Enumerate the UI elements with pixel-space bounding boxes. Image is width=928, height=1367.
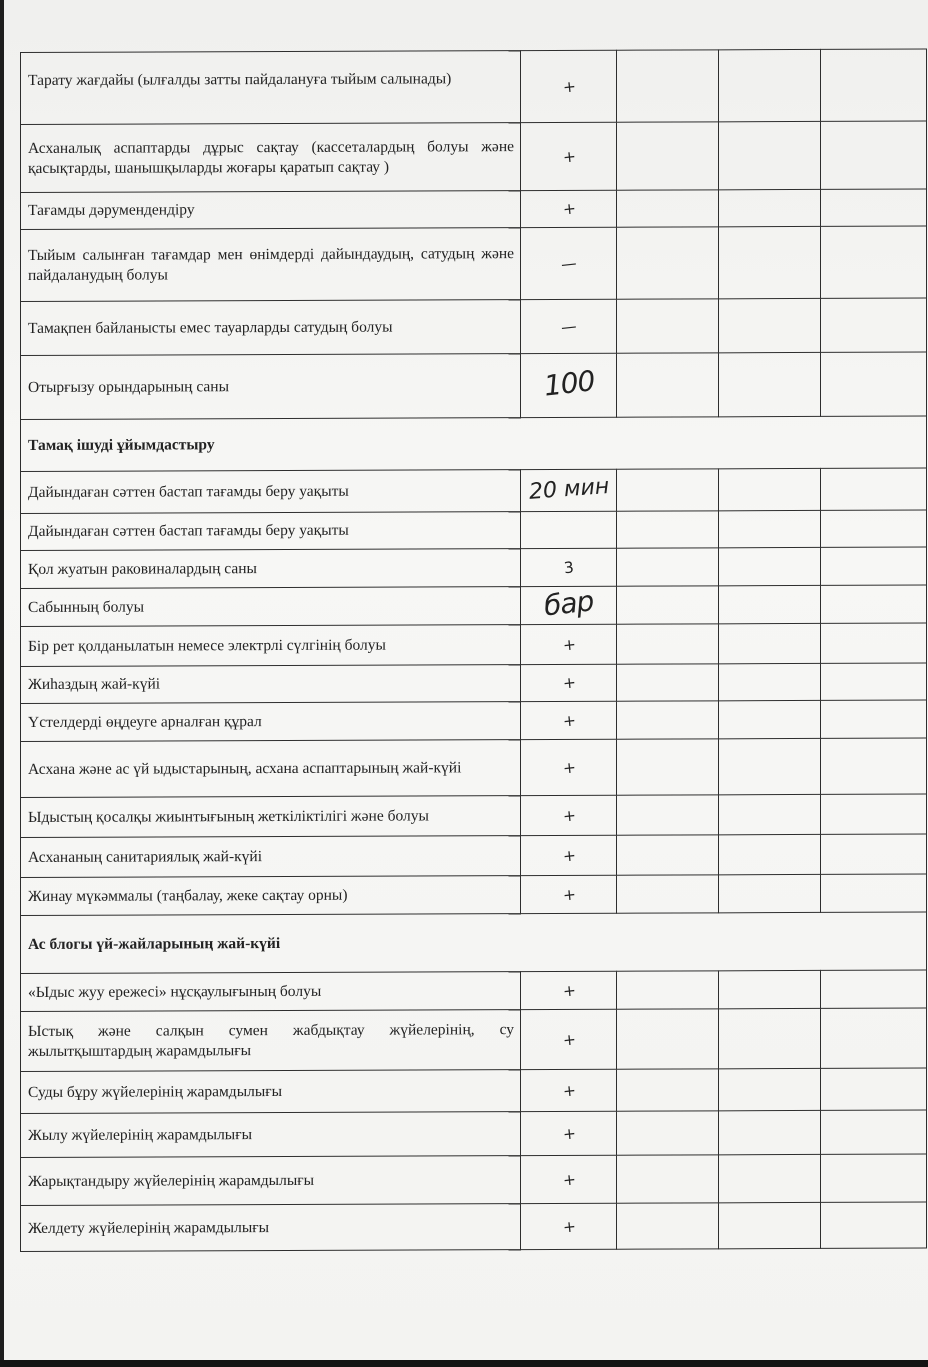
handwritten-mark: + [561,1080,577,1101]
empty-cell [719,1202,821,1248]
screen-bottom-edge [0,1360,928,1367]
criterion-label: Тағамды дәрумендендіру [21,191,521,230]
checklist-row [21,1154,927,1205]
checklist-row [21,970,927,1011]
checklist-row [21,352,927,419]
criterion-label: Жылу жүйелерінің жарамдылығы [21,1112,521,1158]
empty-cell [821,700,927,738]
handwritten-mark-cell [521,875,617,913]
empty-cell [821,1110,927,1154]
empty-cell [821,663,927,700]
criterion-label: «Ыдыс жуу ережесі» нұсқаулығының болуы [21,972,521,1012]
handwritten-mark: + [561,710,577,731]
handwritten-mark-cell [521,122,617,190]
empty-cell [719,1110,821,1154]
empty-cell [821,1202,927,1248]
handwritten-mark-cell [521,353,617,417]
empty-cell [821,834,927,874]
criterion-label: Дайындаған сәттен бастап тағамды беру уақыты [21,470,521,514]
empty-cell [821,121,927,189]
empty-cell [617,1155,719,1203]
handwritten-mark-cell [521,190,617,227]
handwritten-mark-cell [521,835,617,875]
empty-cell [719,121,821,189]
empty-cell [617,227,719,299]
empty-cell [617,624,719,664]
empty-cell [821,510,927,547]
empty-cell [821,738,927,794]
criterion-label: Суды бұру жүйелерінің жарамдылығы [21,1070,521,1114]
criterion-label: Асханалық аспаптарды дұрыс сақтау (кассеталардың болуы және қасықтарды, шанышқыларды жоғары қаратып сақтау ) [21,123,521,193]
empty-cell [821,1154,927,1202]
section-row [21,912,927,973]
handwritten-mark-cell [521,1155,617,1203]
empty-cell [821,468,927,510]
handwritten-mark-cell [521,1009,617,1069]
checklist-row [21,49,927,124]
criterion-label: Бір рет қолданылатын немесе электрлі сүлгінің болуы [21,625,521,667]
section-heading: Тамақ ішуді ұйымдастыру [21,416,927,471]
empty-cell [617,1069,719,1111]
criterion-label: Тарату жағдайы (ылғалды затты пайдалануға тыйым салынады) [21,51,521,125]
empty-cell [719,834,821,874]
empty-cell [719,298,821,352]
empty-cell [821,970,927,1008]
empty-cell [719,738,821,794]
handwritten-mark: + [561,76,577,97]
handwritten-mark-cell [521,739,617,795]
handwritten-mark-cell [521,583,617,624]
checklist-row [21,547,927,588]
handwritten-mark-cell [521,50,617,122]
empty-cell [821,623,927,663]
empty-cell [821,298,927,352]
empty-cell [821,49,927,121]
empty-cell [617,664,719,701]
empty-cell [617,795,719,835]
empty-cell [617,739,719,795]
checklist-row [21,189,927,229]
criterion-label: Жарықтандыру жүйелерінің жарамдылығы [21,1156,521,1206]
handwritten-mark-cell [521,227,617,299]
handwritten-mark: + [561,845,577,866]
criterion-label: Тыйым салынған тағамдар мен өнімдерді дайындаудың, сатудың және пайдаланудың болуы [21,228,521,302]
empty-cell [719,1068,821,1110]
handwritten-mark: + [561,634,577,655]
handwritten-mark: + [561,1029,577,1050]
criterion-label: Жинау мүкәммалы (таңбалау, жеке сақтау орны) [21,876,521,916]
handwritten-mark-cell [521,548,617,586]
empty-cell [821,226,927,298]
handwritten-mark: + [561,980,577,1001]
document-page [4,0,928,1360]
handwritten-mark: + [561,146,577,167]
empty-cell [719,700,821,738]
handwritten-mark-cell [521,795,617,835]
empty-cell [617,548,719,586]
empty-cell [719,794,821,834]
checklist-row [21,1110,927,1157]
checklist-row [21,585,927,626]
empty-cell [617,875,719,913]
empty-cell [617,50,719,122]
empty-cell [617,469,719,511]
handwritten-mark: — [560,316,578,337]
checklist-row [21,226,927,301]
handwritten-mark-cell [521,469,617,511]
empty-cell [821,189,927,226]
handwritten-mark-cell [521,624,617,664]
empty-cell [821,874,927,912]
empty-cell [617,1111,719,1155]
empty-cell [617,511,719,548]
empty-cell [821,1068,927,1110]
handwritten-mark-cell [521,971,617,1009]
handwritten-mark: — [560,253,578,274]
checklist-row [21,1008,927,1071]
handwritten-mark-cell [521,1203,617,1249]
empty-cell [719,1154,821,1202]
checklist-row [21,794,927,837]
empty-cell [719,623,821,663]
handwritten-mark: бар [542,583,596,622]
empty-cell [719,226,821,298]
handwritten-mark: 20 мин [528,473,610,505]
empty-cell [719,874,821,912]
handwritten-mark-cell [521,1111,617,1155]
handwritten-mark: + [561,1123,577,1144]
handwritten-mark: + [561,1169,577,1190]
handwritten-mark-cell [521,664,617,701]
empty-cell [719,547,821,585]
empty-cell [719,970,821,1008]
criterion-label: Сабынның болуы [21,587,521,627]
empty-cell [617,1009,719,1069]
checklist-row [21,834,927,877]
empty-cell [821,352,927,416]
checklist-row [21,874,927,915]
checklist-row [21,121,927,192]
checklist-body [21,49,927,1251]
handwritten-mark: + [561,673,577,693]
empty-cell [617,353,719,417]
checklist-row [21,298,927,355]
inspection-checklist-table [20,49,927,1252]
handwritten-mark: 100 [542,363,596,403]
empty-cell [821,1008,927,1068]
criterion-label: Ыдыстың қосалқы жиынтығының жеткіліктілігі және болуы [21,796,521,838]
handwritten-mark: + [561,805,577,826]
criterion-label: Асхананың санитариялық жай-күйі [21,836,521,878]
empty-cell [719,468,821,510]
empty-cell [821,585,927,623]
handwritten-mark: + [561,884,577,905]
criterion-label: Асхана және ас үй ыдыстарының, асхана аспаптарының жай-күйі [21,740,521,798]
empty-cell [617,299,719,353]
empty-cell [617,190,719,227]
checklist-row [21,700,927,741]
checklist-row [21,1068,927,1113]
empty-cell [617,586,719,624]
empty-cell [617,971,719,1009]
checklist-row [21,468,927,513]
checklist-row [21,623,927,666]
empty-cell [719,663,821,700]
handwritten-mark-cell [521,701,617,739]
empty-cell [719,510,821,547]
criterion-label: Желдету жүйелерінің жарамдылығы [21,1204,521,1252]
empty-cell [821,794,927,834]
section-heading: Ас блогы үй-жайларының жай-күйі [21,912,927,973]
criterion-label: Үстелдерді өңдеуге арналған құрал [21,702,521,742]
criterion-label: Жиһаздың жай-күйі [21,665,521,704]
empty-cell [719,1008,821,1068]
checklist-row [21,1202,927,1251]
criterion-label: Қол жуатын раковиналардың саны [21,549,521,589]
empty-cell [617,701,719,739]
empty-cell [617,122,719,190]
checklist-row [21,738,927,797]
empty-cell [617,835,719,875]
checklist-row [21,510,927,550]
empty-cell [821,547,927,585]
empty-cell [719,49,821,121]
criterion-label: Дайындаған сәттен бастап тағамды беру уақыты [21,512,521,551]
section-row [21,416,927,471]
handwritten-mark-cell [521,299,617,353]
handwritten-mark-cell [521,511,617,548]
handwritten-mark: + [561,1216,577,1237]
criterion-label: Отырғызу орындарының саны [21,354,521,420]
empty-cell [617,1203,719,1249]
handwritten-mark-cell [521,1069,617,1111]
handwritten-mark: + [561,199,577,219]
criterion-label: Тамақпен байланысты емес тауарларды сатудың болуы [21,300,521,356]
handwritten-mark: + [561,757,577,778]
empty-cell [719,352,821,416]
handwritten-mark: 3 [563,557,575,577]
empty-cell [719,585,821,623]
criterion-label: Ыстық және салқын сумен жабдықтау жүйелерінің, су жылытқыштардың жарамдылығы [21,1010,521,1072]
empty-cell [719,189,821,226]
checklist-row [21,663,927,703]
